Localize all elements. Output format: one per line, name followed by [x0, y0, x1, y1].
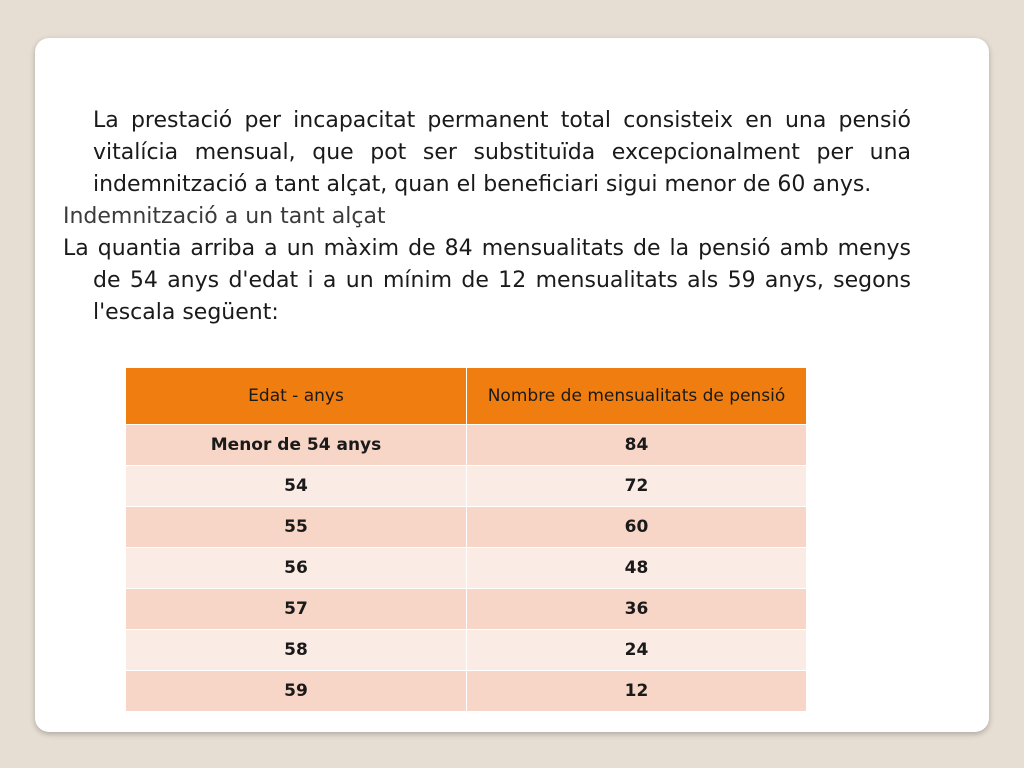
table-row — [126, 466, 807, 507]
section-heading: Indemnització a un tant alçat — [63, 204, 386, 229]
age-cell: Menor de 54 anys — [126, 425, 467, 466]
age-cell: 56 — [126, 548, 467, 589]
age-cell: 57 — [126, 589, 467, 630]
age-cell: 59 — [126, 671, 467, 712]
monthly-payments-table — [125, 367, 807, 712]
table-row — [126, 589, 807, 630]
age-cell: 55 — [126, 507, 467, 548]
payments-cell: 48 — [467, 548, 807, 589]
payments-cell: 24 — [467, 630, 807, 671]
table-row — [126, 425, 807, 466]
table-row — [126, 507, 807, 548]
slide-body — [63, 105, 911, 329]
intro-paragraph: La prestació per incapacitat permanent total consisteix en una pensió vitalícia mensual, que pot ser substituïda excepcionalment per una indemnització a tant alçat, quan el beneficiari sigui menor de 60 anys. — [93, 108, 911, 197]
payments-cell: 12 — [467, 671, 807, 712]
age-cell: 58 — [126, 630, 467, 671]
payments-cell: 72 — [467, 466, 807, 507]
table-row — [126, 671, 807, 712]
column-header-payments: Nombre de mensualitats de pensió — [467, 368, 807, 425]
quantity-paragraph: La quantia arriba a un màxim de 84 mensualitats de la pensió amb menys de 54 anys d'edat i a un mínim de 12 mensualitats als 59 anys, segons l'escala següent: — [63, 236, 911, 325]
payments-cell: 36 — [467, 589, 807, 630]
table-header-row — [126, 368, 807, 425]
column-header-age: Edat - anys — [126, 368, 467, 425]
age-cell: 54 — [126, 466, 467, 507]
table-row — [126, 548, 807, 589]
payments-cell: 84 — [467, 425, 807, 466]
table-row — [126, 630, 807, 671]
payments-cell: 60 — [467, 507, 807, 548]
